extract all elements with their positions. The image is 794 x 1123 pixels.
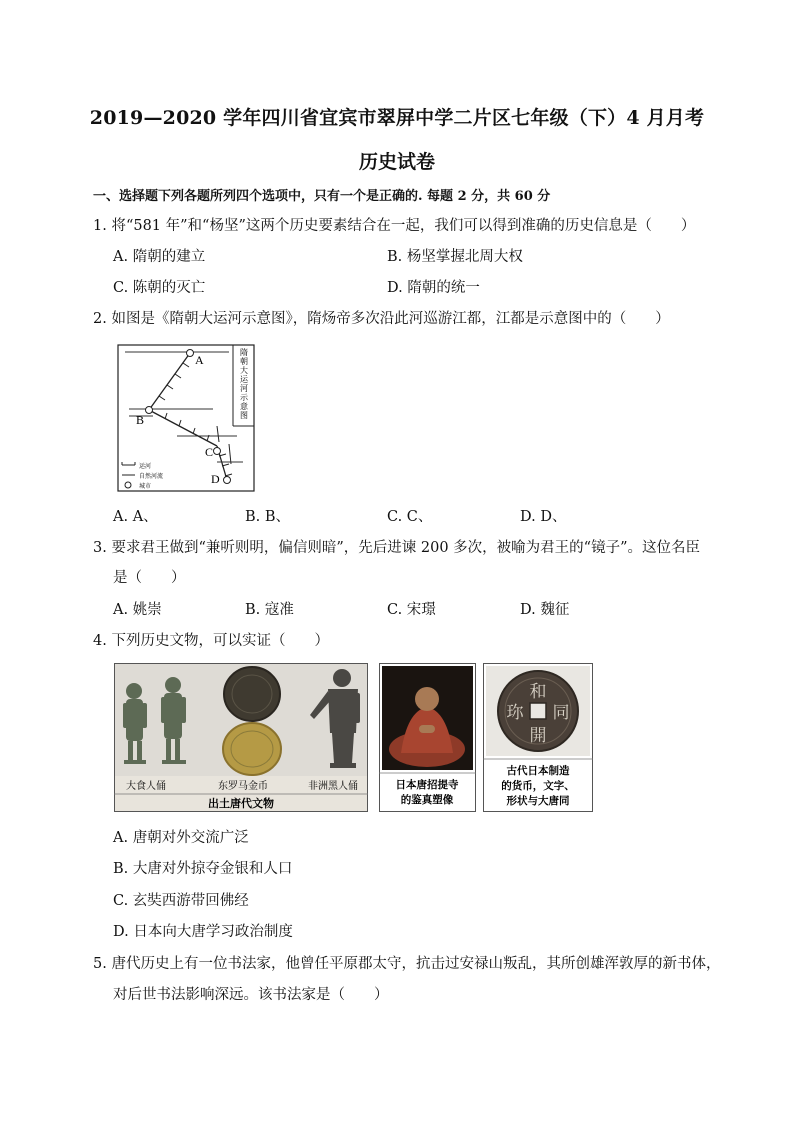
q1-option-d[interactable]: D. 隋朝的统一: [387, 280, 480, 296]
question-1-text: 1. 将“581 年”和“杨坚”这两个历史要素结合在一起，我们可以得到准确的历史信息是（ ）: [93, 218, 696, 234]
legend-city: 城市: [139, 483, 152, 490]
map-label-a: A: [195, 353, 204, 367]
panel2-caption-line1: 日本唐招提寺: [395, 779, 459, 791]
q3-option-a[interactable]: A. 姚崇: [113, 602, 162, 618]
map-title-char: 意: [240, 402, 248, 411]
q1-option-a[interactable]: A. 隋朝的建立: [113, 249, 206, 265]
label-african-figurine: 非洲黑人俑: [308, 781, 358, 792]
wadokaichin-coin-photo: [483, 663, 593, 812]
q2-option-a[interactable]: A. A、: [113, 509, 158, 525]
map-title-char: 隋: [240, 348, 248, 357]
map-title-char: 示: [240, 393, 248, 402]
exam-title: 2019—2020 学年四川省宜宾市翠屏中学二片区七年级（下）4 月月考: [89, 107, 705, 129]
q3-option-b[interactable]: B. 寇准: [245, 602, 294, 618]
legend-river: 自然河流: [139, 473, 164, 480]
q4-option-a[interactable]: A. 唐朝对外交流广泛: [113, 830, 249, 846]
coin-char-right: 同: [552, 703, 570, 723]
question-3-text-line1: 3. 要求君王做到“兼听则明，偏信则暗”，先后进谏 200 多次，被喻为君王的“镜子”。这位名臣: [93, 540, 700, 556]
map-title-char: 运: [240, 375, 248, 384]
panel3-caption-line1: 古代日本制造: [506, 765, 570, 777]
q1-option-c[interactable]: C. 陈朝的灭亡: [113, 280, 206, 296]
tang-artifacts-photo: [114, 663, 368, 812]
map-title-char: 河: [240, 384, 248, 393]
panel3-caption-line3: 形状与大唐同: [506, 795, 570, 807]
question-5-text-line1: 5. 唐代历史上有一位书法家，他曾任平原郡太守，抗击过安禄山叛乱，其所创雄浑敦厚的新书体，: [93, 956, 721, 972]
question-2-text: 2. 如图是《隋朝大运河示意图》，隋炀帝多次沿此河巡游江都，江都是示意图中的（ ）: [93, 311, 670, 327]
q3-option-d[interactable]: D. 魏征: [520, 602, 570, 618]
map-label-d: D: [211, 472, 220, 486]
q2-option-b[interactable]: B. B、: [245, 509, 291, 525]
q4-option-d[interactable]: D. 日本向大唐学习政治制度: [113, 924, 293, 940]
grand-canal-map: [117, 344, 255, 492]
map-label-c: C: [205, 445, 214, 459]
coin-char-top: 和: [529, 682, 547, 702]
coin-char-bottom: 開: [529, 726, 547, 746]
map-title-char: 图: [240, 411, 248, 420]
section-heading: 一、选择题下列各题所列四个选项中，只有一个是正确的. 每题 2 分，共 60 分: [93, 189, 551, 204]
q4-option-b[interactable]: B. 大唐对外掠夺金银和人口: [113, 861, 293, 877]
question-4-text: 4. 下列历史文物，可以实证（ ）: [93, 633, 329, 649]
panel2-caption-line2: 的鉴真塑像: [400, 794, 454, 806]
legend-canal: 运河: [139, 463, 152, 470]
q2-option-d[interactable]: D. D、: [520, 509, 567, 525]
exam-subtitle: 历史试卷: [358, 151, 435, 173]
q3-option-c[interactable]: C. 宋璟: [387, 602, 436, 618]
coin-char-left: 珎: [506, 703, 524, 723]
q1-option-b[interactable]: B. 杨坚掌握北周大权: [387, 249, 523, 265]
q2-option-c[interactable]: C. C、: [387, 509, 433, 525]
label-arab-figurine: 大食人俑: [126, 781, 166, 792]
question-3-text-line2: 是（ ）: [113, 570, 186, 586]
map-title-char: 大: [240, 366, 248, 375]
map-label-b: B: [136, 413, 145, 427]
q4-option-c[interactable]: C. 玄奘西游带回佛经: [113, 893, 249, 909]
label-byzantine-coin: 东罗马金币: [218, 781, 268, 792]
jianzhen-statue-photo: [379, 663, 476, 812]
panel1-caption: 出土唐代文物: [208, 797, 274, 810]
question-5-text-line2: 对后世书法影响深远。该书法家是（ ）: [113, 987, 389, 1003]
panel3-caption-line2: 的货币，文字、: [501, 780, 575, 792]
map-title-char: 朝: [240, 357, 248, 366]
